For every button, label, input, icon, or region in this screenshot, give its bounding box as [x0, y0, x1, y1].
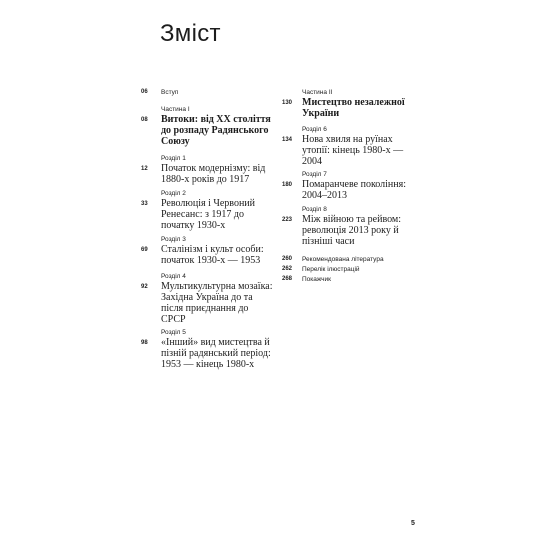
toc-page-number: 33 — [141, 201, 148, 207]
toc-part-label: Розділ 8 — [302, 206, 327, 213]
page-title: Зміст — [160, 20, 221, 47]
toc-page-number: 223 — [282, 217, 293, 223]
toc-entry-title: Сталінізм і культ особи: початок 1930-х — 1953 — [161, 244, 264, 266]
toc-entry-title: «Інший» вид мистецтва й пізній радянський період: 1953 — кінець 1980-х — [161, 337, 271, 370]
toc-part-label: Розділ 7 — [302, 171, 327, 178]
toc-page-number: 262 — [282, 266, 293, 272]
toc-entry-title: Між війною та рейвом: революція 2013 року й пізніші часи — [302, 214, 402, 247]
page-folio-number: 5 — [411, 520, 415, 527]
toc-entry-title: Мультикультурна мозаїка: Західна Україна до та після приєднання до СРСР — [161, 281, 273, 325]
toc-entry-title: Мистецтво незалежної України — [302, 97, 405, 119]
toc-page-number: 134 — [282, 137, 293, 143]
toc-entry-title: Початок модернізму: від 1880-х років до 1917 — [161, 163, 266, 185]
toc-part-label: Розділ 2 — [161, 190, 186, 197]
toc-part-label: Розділ 1 — [161, 155, 186, 162]
toc-part-label: Розділ 3 — [161, 236, 186, 243]
toc-entry-title: Рекомендована література — [302, 256, 384, 263]
toc-entry-title: Покажчик — [302, 276, 332, 283]
toc-part-label: Частина ІІ — [302, 89, 333, 96]
toc-entry-title: Нова хвиля на руїнах утопії: кінець 1980-х — 2004 — [302, 134, 404, 167]
toc-entry-title: Перелік ілюстрацій — [302, 266, 360, 273]
toc-page-number: 130 — [282, 100, 293, 106]
toc-page-number: 98 — [141, 340, 148, 346]
toc-page-number: 08 — [141, 117, 148, 123]
toc-entry-title: Вступ — [161, 89, 179, 96]
toc-part-label: Частина І — [161, 106, 190, 113]
toc-page-number: 268 — [282, 276, 293, 282]
toc-part-label: Розділ 4 — [161, 273, 186, 280]
toc-page-number: 06 — [141, 89, 148, 95]
toc-page-number: 12 — [141, 166, 148, 172]
toc-page-number: 180 — [282, 182, 293, 188]
toc-page-number: 92 — [141, 284, 148, 290]
toc-page-number: 260 — [282, 256, 293, 262]
toc-part-label: Розділ 5 — [161, 329, 186, 336]
toc-page-number: 69 — [141, 247, 148, 253]
toc-entry-title: Витоки: від XX століття до розпаду Радянського Союзу — [161, 114, 271, 147]
toc-entry-title: Революція і Червоний Ренесанс: з 1917 до початку 1930-х — [161, 198, 256, 231]
toc-entry-title: Помаранчеве покоління: 2004–2013 — [302, 179, 407, 201]
toc-part-label: Розділ 6 — [302, 126, 327, 133]
